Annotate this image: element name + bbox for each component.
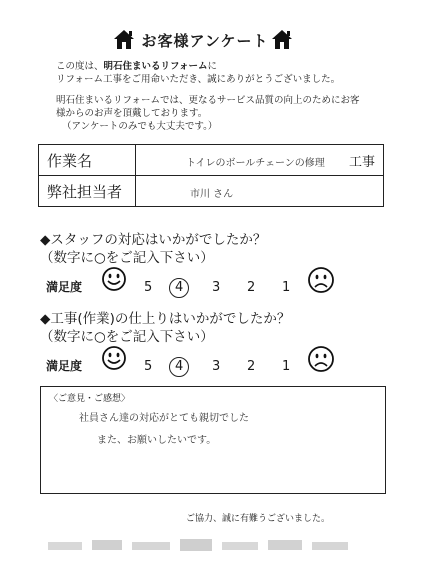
sad-face-icon: [308, 266, 334, 294]
rating-5[interactable]: 5: [144, 280, 153, 295]
rating-row-2: [46, 345, 346, 377]
rating-4[interactable]: 4: [175, 359, 184, 374]
question-2: [40, 310, 290, 346]
house-icon: [270, 28, 294, 50]
page-title: お客様アンケート: [141, 32, 269, 50]
work-suffix: 工事: [348, 155, 375, 170]
work-value-cell[interactable]: [136, 145, 384, 176]
opinion-line2: また、お願いしたいです。: [97, 435, 217, 446]
intro-line1: [56, 60, 396, 73]
rating-label: 満足度: [46, 359, 83, 373]
rating-5[interactable]: 5: [144, 359, 153, 374]
intro-line1-pre: この度は、: [56, 61, 104, 72]
question-2-text: ◆工事(作業)の仕上りはいかがでしたか？: [40, 311, 291, 327]
question-1-text: ◆スタッフの対応はいかがでしたか？: [40, 232, 267, 248]
intro-para2-line3: （アンケートのみでも大丈夫です。）: [62, 121, 218, 132]
rating-1[interactable]: 1: [282, 359, 291, 374]
sad-face-icon: [308, 345, 334, 373]
question-2-instruction: （数字に○をご記入下さい）: [40, 329, 214, 345]
staff-value: 市川 さん: [190, 188, 234, 200]
staff-value-cell[interactable]: [136, 176, 384, 207]
opinion-box[interactable]: [40, 386, 386, 494]
rating-row-1: [46, 266, 346, 298]
rating-4[interactable]: 4: [175, 280, 184, 295]
intro-text: [56, 60, 396, 133]
question-1: [40, 231, 266, 267]
work-row: [39, 145, 384, 176]
smile-icon: [102, 345, 126, 371]
rating-2[interactable]: 2: [247, 280, 256, 295]
opinion-line1: 社員さん達の対応がとても親切でした: [79, 413, 249, 424]
staff-label: 弊社担当者: [39, 176, 136, 207]
scan-noise: [0, 532, 424, 562]
intro-para2-line1: 明石住まいるリフォームでは、更なるサービス品質の向上のためにお客: [56, 95, 360, 106]
house-icon: [112, 28, 136, 50]
thanks-text: ご協力、誠に有難うございました。: [186, 514, 331, 524]
question-1-instruction: （数字に○をご記入下さい）: [40, 250, 214, 266]
staff-row: [39, 176, 384, 207]
intro-para2-line2: 様からのお声を頂戴しております。: [56, 108, 208, 119]
smile-icon: [102, 266, 126, 292]
opinion-label: 〈ご意見・ご感想〉: [49, 394, 131, 404]
work-label: 作業名: [39, 145, 136, 176]
info-table: [38, 144, 384, 207]
rating-2[interactable]: 2: [247, 359, 256, 374]
rating-3[interactable]: 3: [212, 359, 221, 374]
rating-3[interactable]: 3: [212, 280, 221, 295]
rating-label: 満足度: [46, 280, 83, 294]
intro-line2: リフォーム工事をご用命いただき、誠にありがとうございました。: [56, 74, 341, 85]
work-value: トイレのボールチェーンの修理: [186, 158, 325, 169]
brand-name: 明石住まいるリフォーム: [103, 61, 208, 72]
header: [0, 28, 424, 54]
rating-1[interactable]: 1: [282, 280, 291, 295]
intro-line1-post: に: [207, 61, 218, 72]
